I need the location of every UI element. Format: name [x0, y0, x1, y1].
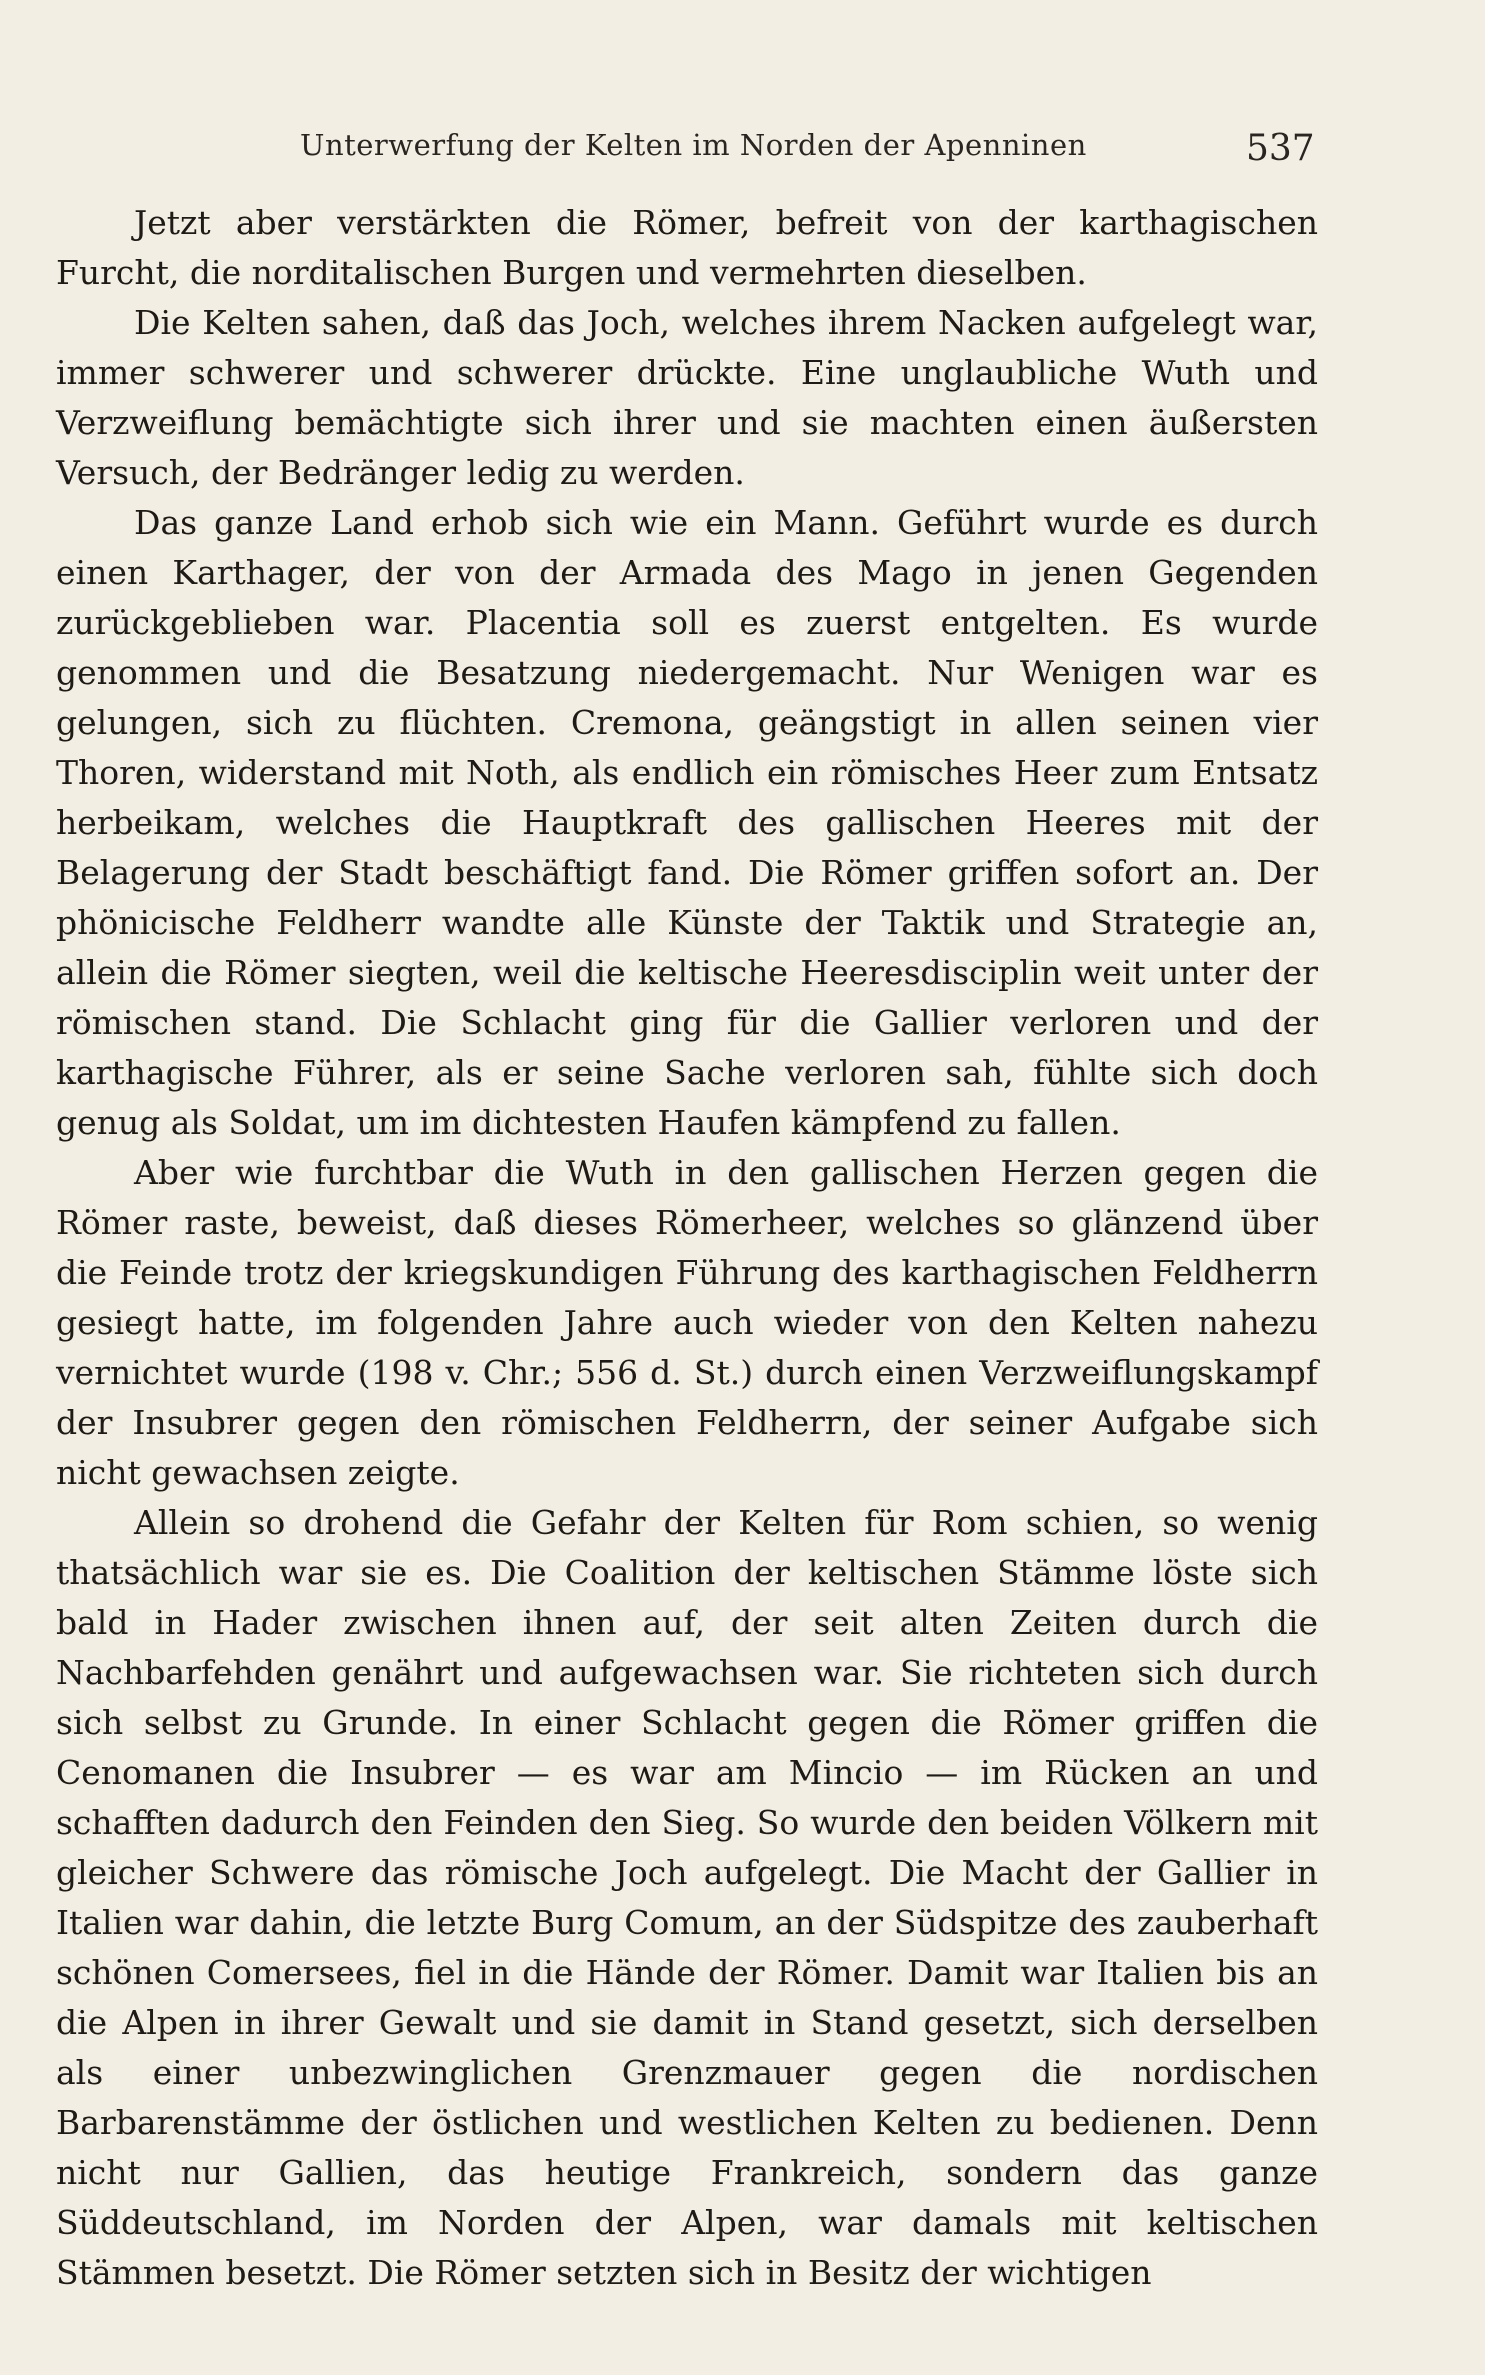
paragraph: Jetzt aber verstärkten die Römer, befreit von der karthagischen Furcht, die norditalischen Burgen und vermehrten dieselben.: [56, 203, 1318, 292]
paragraph: Allein so drohend die Gefahr der Kelten für Rom schien, so wenig thatsächlich war sie es. Die Coalition der keltischen Stämme löste sich bald in Hader zwischen ihnen auf, der seit alten Zeiten durch die Nachbarfehden genährt und aufgewachsen war. Sie richteten sich durch sich selbst zu Grunde. In einer Schlacht gegen die Römer griffen die Cenomanen die Insubrer — es war am Mincio — im Rücken an und schafften dadurch den Feinden den Sieg. So wurde den beiden Völkern mit gleicher Schwere das römische Joch aufgelegt. Die Macht der Gallier in Italien war dahin, die letzte Burg Comum, an der Südspitze des zauberhaft schönen Comersees, fiel in die Hände der Römer. Damit war Italien bis an die Alpen in ihrer Gewalt und sie damit in Stand gesetzt, sich derselben als einer unbezwinglichen Grenzmauer gegen die nordischen Barbarenstämme der östlichen und westlichen Kelten zu bedienen. Denn nicht nur Gallien, das heutige Frankreich, sondern das ganze Süddeutschland, im Norden der Alpen, war damals mit keltischen Stämmen besetzt. Die Römer setzten sich in Besitz der wichtigen: [56, 1503, 1318, 2292]
running-title: Unterwerfung der Kelten im Norden der Apenninen: [300, 128, 1087, 162]
body-text: [56, 198, 1318, 2298]
page-number: 537: [1246, 128, 1315, 169]
paragraph: Aber wie furchtbar die Wuth in den gallischen Herzen gegen die Römer raste, beweist, daß dieses Römerheer, welches so glänzend über die Feinde trotz der kriegskundigen Führung des karthagischen Feldherrn gesiegt hatte, im folgenden Jahre auch wieder von den Kelten nahezu vernichtet wurde (198 v. Chr.; 556 d. St.) durch einen Verzweiflungskampf der Insubrer gegen den römischen Feldherrn, der seiner Aufgabe sich nicht gewachsen zeigte.: [56, 1153, 1318, 1492]
paragraph: Das ganze Land erhob sich wie ein Mann. Geführt wurde es durch einen Karthager, der von der Armada des Mago in jenen Gegenden zurückgeblieben war. Placentia soll es zuerst entgelten. Es wurde genommen und die Besatzung niedergemacht. Nur Wenigen war es gelungen, sich zu flüchten. Cremona, geängstigt in allen seinen vier Thoren, widerstand mit Noth, als endlich ein römisches Heer zum Entsatz herbeikam, welches die Hauptkraft des gallischen Heeres mit der Belagerung der Stadt beschäftigt fand. Die Römer griffen sofort an. Der phönicische Feldherr wandte alle Künste der Taktik und Strategie an, allein die Römer siegten, weil die keltische Heeresdisciplin weit unter der römischen stand. Die Schlacht ging für die Gallier verloren und der karthagische Führer, als er seine Sache verloren sah, fühlte sich doch genug als Soldat, um im dichtesten Haufen kämpfend zu fallen.: [56, 503, 1318, 1142]
paragraph: Die Kelten sahen, daß das Joch, welches ihrem Nacken aufgelegt war, immer schwerer und schwerer drückte. Eine unglaubliche Wuth und Verzweiflung bemächtigte sich ihrer und sie machten einen äußersten Versuch, der Bedränger ledig zu werden.: [56, 303, 1318, 492]
